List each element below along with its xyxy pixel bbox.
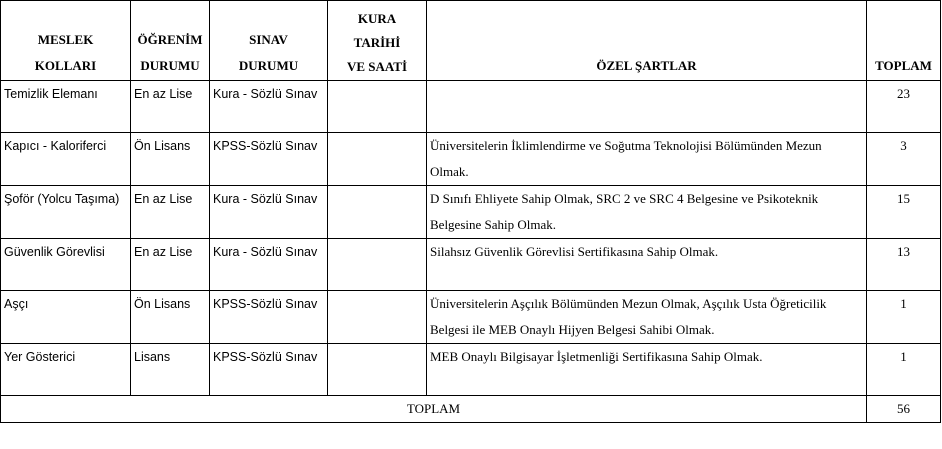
cell-meslek: Aşçı <box>1 291 131 344</box>
cell-kura <box>328 344 427 396</box>
cell-kura <box>328 186 427 239</box>
cell-ozel-sartlar: Silahsız Güvenlik Görevlisi Sertifikasına Sahip Olmak. <box>427 239 867 291</box>
table-row <box>1 239 941 291</box>
cell-toplam: 13 <box>867 239 941 291</box>
total-label: TOPLAM <box>1 396 867 423</box>
cell-ozel-sartlar: Üniversitelerin İklimlendirme ve Soğutma Teknolojisi Bölümünden Mezun Olmak. <box>427 133 867 186</box>
cell-meslek: Yer Gösterici <box>1 344 131 396</box>
cell-ogrenim: En az Lise <box>131 186 210 239</box>
cell-kura <box>328 81 427 133</box>
cell-toplam: 15 <box>867 186 941 239</box>
table-row <box>1 133 941 186</box>
cell-ogrenim: En az Lise <box>131 81 210 133</box>
cell-ozel-sartlar: Üniversitelerin Aşçılık Bölümünden Mezun Olmak, Aşçılık Usta Öğreticilik Belgesi ile MEB Onaylı Hijyen Belgesi Sahibi Olmak. <box>427 291 867 344</box>
header-toplam: TOPLAM <box>867 1 941 81</box>
cell-sinav: KPSS-Sözlü Sınav <box>210 291 328 344</box>
cell-sinav: Kura - Sözlü Sınav <box>210 186 328 239</box>
total-value: 56 <box>867 396 941 423</box>
cell-sinav: Kura - Sözlü Sınav <box>210 239 328 291</box>
cell-ozel-sartlar: D Sınıfı Ehliyete Sahip Olmak, SRC 2 ve SRC 4 Belgesine ve Psikoteknik Belgesine Sahip Olmak. <box>427 186 867 239</box>
cell-toplam: 1 <box>867 291 941 344</box>
table-row <box>1 344 941 396</box>
cell-toplam: 1 <box>867 344 941 396</box>
header-ogrenim-durumu: ÖĞRENİM DURUMU <box>131 1 210 81</box>
table-row <box>1 186 941 239</box>
cell-ogrenim: En az Lise <box>131 239 210 291</box>
cell-toplam: 23 <box>867 81 941 133</box>
cell-kura <box>328 133 427 186</box>
table-row <box>1 291 941 344</box>
cell-sinav: KPSS-Sözlü Sınav <box>210 133 328 186</box>
header-meslek-kollari: MESLEK KOLLARI <box>1 1 131 81</box>
cell-ogrenim: Ön Lisans <box>131 291 210 344</box>
table-row <box>1 81 941 133</box>
cell-meslek: Kapıcı - Kaloriferci <box>1 133 131 186</box>
cell-kura <box>328 239 427 291</box>
cell-toplam: 3 <box>867 133 941 186</box>
header-kura-tarihi: KURA TARİHİ VE SAATİ <box>328 1 427 81</box>
cell-ozel-sartlar <box>427 81 867 133</box>
header-sinav-durumu: SINAV DURUMU <box>210 1 328 81</box>
cell-sinav: Kura - Sözlü Sınav <box>210 81 328 133</box>
total-row <box>1 396 941 423</box>
cell-meslek: Şoför (Yolcu Taşıma) <box>1 186 131 239</box>
cell-ogrenim: Lisans <box>131 344 210 396</box>
header-ozel-sartlar: ÖZEL ŞARTLAR <box>427 1 867 81</box>
cell-sinav: KPSS-Sözlü Sınav <box>210 344 328 396</box>
cell-kura <box>328 291 427 344</box>
cell-ogrenim: Ön Lisans <box>131 133 210 186</box>
cell-meslek: Temizlik Elemanı <box>1 81 131 133</box>
cell-ozel-sartlar: MEB Onaylı Bilgisayar İşletmenliği Sertifikasına Sahip Olmak. <box>427 344 867 396</box>
header-row <box>1 1 941 81</box>
cell-meslek: Güvenlik Görevlisi <box>1 239 131 291</box>
